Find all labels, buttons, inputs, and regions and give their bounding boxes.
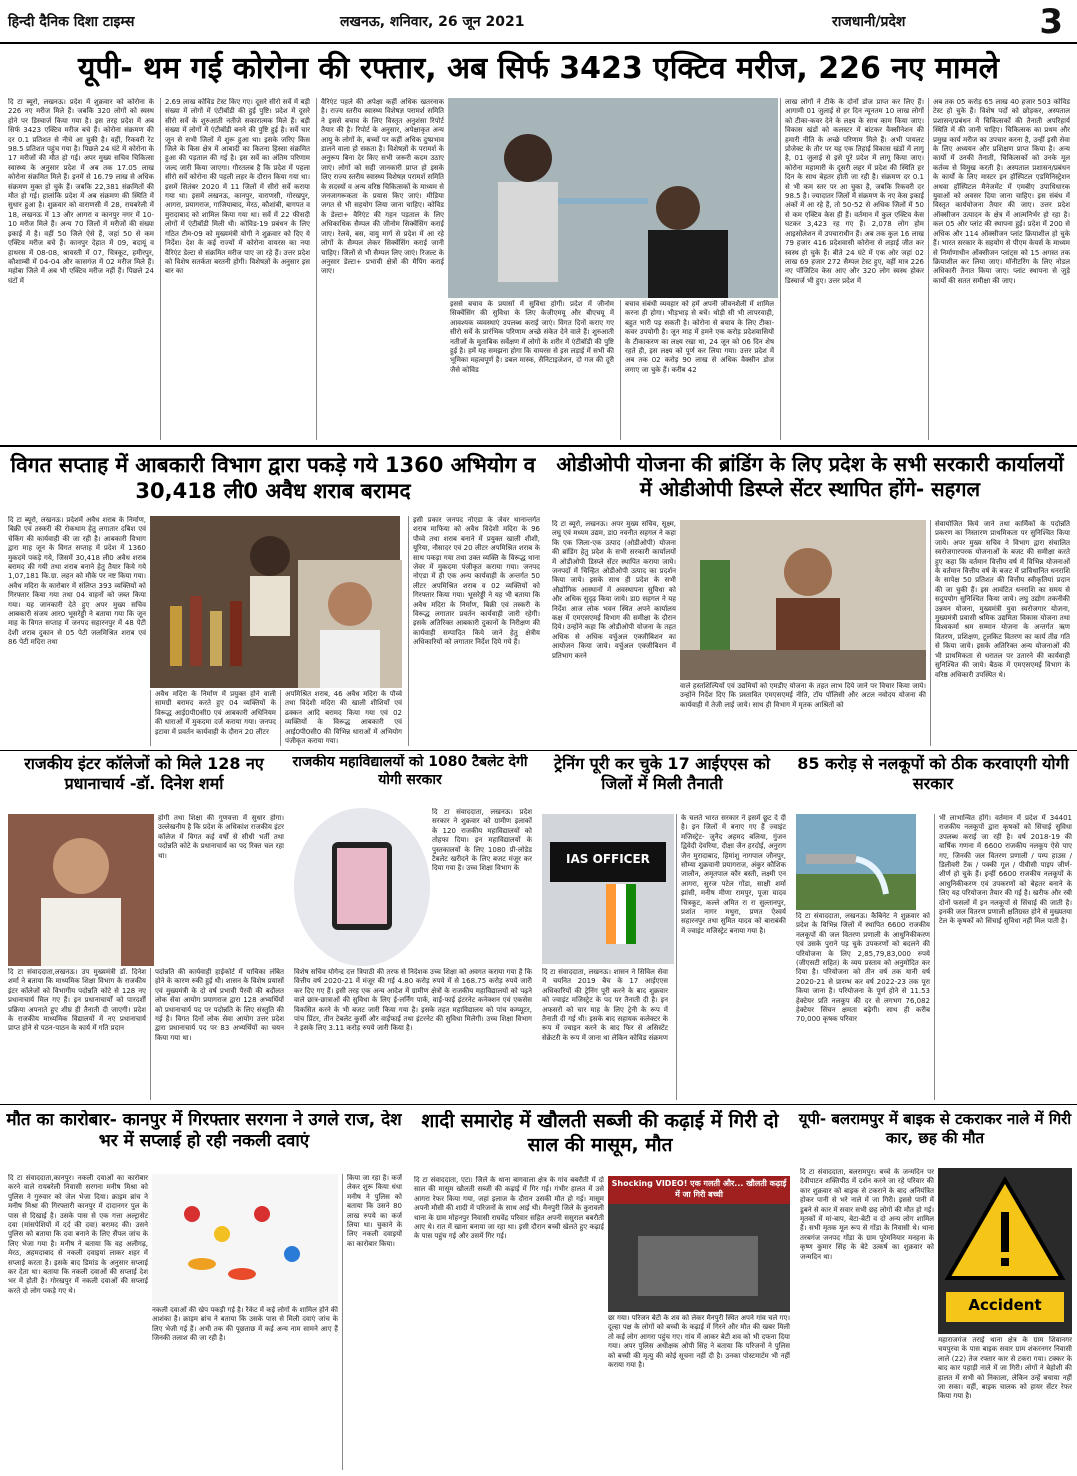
- story3-col3: सेवायोजित किये जाने तथा कार्मिकों के पदोन्नति प्रकरण का निस्तारण प्राथमिकता पर सुनिश्चित किया जाये। अपर मुख्य सचिव ने विभाग द्वारा संचालित स्वरोजगारपरक योजनाओं के बजट की समीक्षा करते हुए कहा कि वर्तमान वित्तीय वर्ष में विभिन्न योजनाओं के वर्तमान वित्तीय वर्ष के बजट में प्राविधानित धनराशि के सापेक्ष 50 प्रतिशत की वित्तीय स्वीकृतियां प्रदान की जा चुकी हैं। इस आवंटित धनराशि का समय से सदुपयोग सुनिश्चित किया जाये। लघु उद्योग तकनीकी उन्नयन योजना, मुख्यमंत्री युवा स्वरोजगार योजना, मुख्यमंत्री प्रवासी श्रमिक उद्यमिता विकास योजना तथा विश्वकर्मा श्रम सम्मान योजना के अन्तर्गत ऋण वितरण, प्रशिक्षण, टूलकिट वितरण का कार्य तीव्र गति से किया जाये। इसके अतिरिक्त अन्य योजनाओं की भी प्राथमिकता से धरातल पर उतारने की कार्यवाही सुनिश्चित की जाये। बैठक में एमएसएमई विभाग के वरिष्ठ अधिकारी उपस्थित थे।: [930, 520, 1070, 746]
- story2-col3: अपमिश्रित शराब, 46 अवैध मदिरा के पौव्वे तथा विदेशी मदिरा की खाली शीशियाँ एवं ढक्कन आदि बरामद किया गया एवं 02 व्यक्तियों के विरूद्ध आबकारी एवं आई0पी0सी0 की विभिन्न धाराओं में अभियोग पंजीकृत कराया गया।: [280, 690, 402, 746]
- story7-col2: भी लाभान्वित होंगे। वर्तमान में प्रदेश में 34401 राजकीय नलकूपों द्वारा कृषकों को सिंचाई सुविधा उपलब्ध कराई जा रही है। वर्ष 2018-19 की वार्षिक गणना में 6600 राजकीय नलकूप ऐसे पाए गए, जिनकी जल वितरण प्रणाली / पम्प हाउस / डिलीवरी टैंक / पक्की गूल / पीवीसी पाइप जीर्ण-शीर्ण हो चुके हैं। इन्हीं 6600 राजकीय नलकूपों के आधुनिकीकरण एवं उपकरणों को बेहतर बनाने के लिए यह परियोजना तैयार की गई है। खरीफ और रबी दोनों फसलों में इन नलकूपों से सिंचाई की जाती है। इनकी जल वितरण प्रणाली क्षतिग्रस्त होने से मुख्यतया टेल के कृषकों को सिंचाई सुविधा नहीं मिल पाती है।: [934, 814, 1072, 1100]
- story1-col5: बचाव संबंधी व्यवहार को हमें अपनी जीवनशैली में शामिल करना ही होगा। भीड़भाड़ से बचें। थोड़ी सी भी लापरवाही, बहुत भारी पड़ सकती है। कोरोना से बचाव के लिए टीका-कवर उपयोगी है। जून माह में हमने एक करोड़ प्रदेशवासियों के टीकाकरण का लक्ष्य रखा था, 24 जून को 06 दिन शेष रहते ही, इस लक्ष्य को पूर्ण कर लिया गया। उत्तर प्रदेश में अब तक 02 करोड़ 90 लाख से अधिक वैक्सीन डोज लगाए जा चुके हैं। करीब 42: [620, 300, 774, 440]
- divider: [0, 750, 1077, 751]
- ias-officer-photo-icon: [542, 814, 674, 964]
- story5-col1: दि टा संवाददाता, लखनऊ। प्रदेश सरकार ने शुक्रवार को ग्रामीण इलाकों के 120 राजकीय महाविद्यालयों को तोहफा दिया। इन महाविद्यालयों के पुस्तकालयों के लिए 1080 प्री-लोडेड टैबलेट खरीदने के लिए बजट मंजूर कर दिया गया है। उच्च शिक्षा विभाग के: [432, 808, 532, 873]
- minister-portrait-icon: [8, 814, 154, 966]
- officer-portrait-icon: [298, 560, 402, 688]
- edition-date: लखनऊ, शनिवार, 26 जून 2021: [340, 14, 525, 30]
- tablet-in-hand-photo-icon: [294, 808, 430, 966]
- story6-headline: ट्रेनिंग पूरी कर चुके 17 आईएएस को जिलों में मिली तैनाती: [554, 754, 770, 793]
- story1-col3: वैरिएंट पहले की अपेक्षा कहीं अधिक खतरनाक है। राज्य स्तरीय स्वास्थ्य विशेषज्ञ परामर्श समिति ने इससे बचाव के लिए विस्तृत अनुशंसा रिपोर्ट तैयार की है। रिपोर्ट के अनुसार, अपेक्षाकृत अन्य आयु के लोगों के, बच्चों पर कहीं अधिक दुष्प्रभाव डालने वाला हो सकता है। विशेषज्ञों के परामर्श के अनुरूप बिना देर किए सभी जरूरी कदम उठाए जाएं। लोगों को सही जानकारी प्राप्त हो इसके लिए राज्य स्तरीय स्वास्थ्य विशेषज्ञ परामर्श समिति के सदस्यों व अन्य वरिष्ठ चिकित्सकों के माध्यम से जनजागरूकता के प्रयास किए जाएं। मीडिया जगत से भी सहयोग लिया जाना चाहिए। कोविड के डेल्टा+ वैरिएंट की गहन पड़ताल के लिए अधिकाधिक सैम्पल की जीनोम सिक्वेंसिंग कराई जाए। रेलवे, बस, वायु मार्ग से प्रदेश में आ रहे लोगों के सैम्पल लेकर सिक्वेंसिंग कराई जानी चाहिए। जिलों से भी सैम्पल लिए जाएं। रिजल्ट के अनुसार डेल्टा+ प्रभावी क्षेत्रों की मैपिंग कराई जाए।: [316, 98, 444, 440]
- story1-col4: इससे बचाव के प्रयासों में सुविधा होगी। प्रदेश में जीनोम सिक्वेंसिंग की सुविधा के लिए केजीएमयू और बीएचयू में आवश्यक व्यवस्थाएं उपलब्ध कराई जाएं। विगत दिनों कराए गए सीरो सर्वे के प्रारंभिक परिणाम अच्छे संकेत देने वाले हैं। शुरुआती नतीजों के मुताबिक सर्वेक्षण में लोगों के शरीर में एंटीबॉडी की पुष्टि हुई है। हमें यह समझना होगा कि वायरस से इस लड़ाई में सभी की भूमिका महत्वपूर्ण है। डबल मास्क, सैनिटाइजेशन, दो गज की दूरी जैसे कोविड: [450, 300, 614, 374]
- accident-label: Accident: [968, 1296, 1042, 1314]
- story4-photo: [8, 814, 154, 966]
- story9-headline: शादी समारोह में खौलती सब्जी की कढ़ाई में गिरी दो साल की मासूम, मौत: [421, 1110, 779, 1156]
- story3-headline: ओडीओपी योजना की ब्रांडिंग के लिए प्रदेश के सभी सरकारी कार्यालयों में ओडीओपी डिस्प्ले सेंटर स्थापित होंगे- सहगल: [556, 452, 1064, 501]
- story2-col4: इसी प्रकार जनपद नोएडा के जेवर थानान्तर्गत शराब माफिया को अवैध विदेशी मदिरा के 96 पौव्वे तथा शराब बनाने में प्रयुक्त खाली शीशी, यूरिया, नौसादर एवं 20 लीटर अपमिश्रित शराब के साथ पकड़ा गया तथा उक्त व्यक्ति के विरूद्ध थाना जेवर में मुकदमा पंजीकृत कराया गया। जनपद नोएडा में ही एक अन्य कार्यवाही के अन्तर्गत 50 लीटर अपमिश्रित शराब व 02 व्यक्तियों को गिरफ्तार किया गया। भूसरेड्डी ने यह भी बताया कि अवैध मदिरा के निर्माण, बिक्री एवं तस्करी के विरूद्ध लगातार प्रवर्तन कार्यवाही जारी रहेगी। इसके अतिरिक्त आबकारी दुकानों के निरीक्षण की कार्यवाही सम्पादित किये जाने हेतु क्षेत्रीय अधिकारियों को लगातार निर्देश दिये गये हैं।: [408, 516, 540, 746]
- paper-name: हिन्दी दैनिक दिशा टाइम्स: [8, 14, 135, 30]
- story8-photo: [152, 1174, 338, 1304]
- story8-col3: किया जा रहा है। कर्जे लेकर शुरू किया धंधा मनीष ने पुलिस को बताया कि उसने 80 लाख रुपये का कर्ज लिया था। चुकाने के लिए नकली दवाइयों का कारोबार किया।: [342, 1174, 402, 1470]
- story10-headline: यूपी- बलरामपुर में बाइक से टकराकर नाले में गिरी कार, छह की मौत: [798, 1110, 1072, 1147]
- video-caption: Shocking VIDEO! एक गलती और... खौलती कढ़ाई में जा गिरी बच्ची: [611, 1179, 787, 1199]
- story8-col2: नकली दवाओं की खेप पकड़ी गई है। रैकेट में कई लोगों के शामिल होने की आशंका है। क्राइम ब्रांच ने बताया कि उसके पास से मिली दवाएं जांच के लिए भेजी गई हैं। अभी तक की पूछताछ में कई अन्य नाम सामने आए हैं जिनकी तलाश की जा रही है।: [152, 1306, 338, 1343]
- story3-col2: वाले हस्तशिल्पियों एवं उद्यमियों को एमडीए योजना के तहत लाभ दिये जाने पर विचार किया जाये। उन्होंने निर्देश दिए कि प्रस्तावित एमएसएमई नीति, टॉय पॉलिसी और अटल नवोदय योजना की कार्यवाही में तेजी लाई जाये। साथ ही विभाग में मृतक आश्रितों को: [680, 682, 926, 709]
- story1-col2: 2.69 लाख कोविड टेस्ट किए गए। दूसरे सीरो सर्वे में बड़ी संख्या में लोगों में एंटीबॉडी की हुई पुष्टि। प्रदेश में दूसरे सीरो सर्वे के शुरुआती नतीजे सकारात्मक मिले हैं। बड़ी संख्या में लोगों में एंटीबॉडी बनने की पुष्टि हुई है। सर्वे चार जून से सभी जिलों में शुरू हुआ था। इसके जरिए किस जिले के किस क्षेत्र में आबादी का कितना हिस्सा संक्रमित हुआ की पड़ताल की गई है। इस सर्वे का अंतिम परिणाम जल्द जारी किया जाएगा। गौरतलब है कि प्रदेश में पहला सीरो सर्वे कोरोना की पहली लहर के दौरान किया गया था। इसमें सितंबर 2020 में 11 जिलों में सीरो सर्वे कराया गया था। इसमें लखनऊ, कानपुर, वाराणसी, गोरखपुर, आगरा, प्रयागराज, गाजियाबाद, मेरठ, कौशांबी, बागपत व मुरादाबाद को शामिल किया गया था। सर्वे में 22 फीसदी लोगों में एंटीबॉडी मिली थी। कोविड-19 प्रबंधन के लिए गठित टीम-09 को मुख्यमंत्री योगी ने शुक्रवार को दिए ये निर्देश। देश के कई राज्यों में कोरोना वायरस का नया वैरिएंट डेल्टा से संक्रमित मरीज पाए जा रहे हैं। उत्तर प्रदेश को विशेष सतर्कता बरतनी होगी। विशेषज्ञों के अनुसार इस बार का: [160, 98, 310, 440]
- story6-col1: दि टा संवाददाता, लखनऊ। शासन ने सिविल सेवा में चयनित 2019 बैच के 17 आईएएस अधिकारियों की ट्रेनिंग पूरी करने के बाद शुक्रवार को ज्वाइंट मजिस्ट्रेट के पद पर तैनाती दी है। इन अफसरों को चार माह के लिए ट्रेनी के रूप में तैनाती दी गई थी। इसके बाद सहायक कलेक्टर के रूप में ज्वाइन करने के बाद फिर से असिस्टेंट सेक्रेटरी के रूप में जाना था लेकिन कोविड संक्रमण: [542, 968, 668, 1042]
- story1-headline: यूपी- थम गई कोरोना की रफ्तार, अब सिर्फ 3423 एक्टिव मरीज, 226 नए मामले: [78, 51, 999, 86]
- story6-col2: के चलते भारत सरकार ने इसमें छूट दे दी है। इन जिलों में बनाए गए हैं ज्वाइंट मजिस्ट्रेट- जुनैद अहमद बलिया, गुंजन द्विवेदी देवरिया, दीक्षा जैन हरदोई, अनुराग जैन मुरादाबाद, हिमांशु नागपाल जौनपुर, सौम्या शुक्रवानी प्रयागराज, अंकुर कौशिक जालौन, अमृतपाल कौर बस्ती, लक्ष्मी एन आगरा, सुरज पटेल गोंडा, साक्षी शर्मा झांसी, मनीष मीणा रामपुर, पूजा यादव चित्रकूट, कल्ले अमित रा रा सुल्तानपुर, प्रशांत नागर मथुरा, प्रणत ऐश्वर्य सहारनपुर तथा सुमित यादव को बाराबंकी में ज्वाइंट मजिस्ट्रेट बनाया गया है।: [676, 814, 786, 1100]
- story3-photo: [680, 520, 926, 680]
- official-at-desk-photo-icon: [680, 520, 926, 680]
- section-name: राजधानी/प्रदेश: [832, 14, 906, 30]
- story4-col3: पदोन्नति की कार्यवाही हाईकोर्ट में याचिका लंबित होने के कारण रुकी हुई थी। शासन के विशेष प्रयासों एवं मुख्यमंत्री के दो वर्ष प्रभावी पैरवी की बदौलत लोक सेवा आयोग प्रयागराज द्वारा 128 अभ्यर्थियों को प्रधानाचार्य पद पर पदोन्नति के लिए संस्तुति की गई है। विगत दिनों लोक सेवा आयोग उत्तर प्रदेश द्वारा प्रधानाचार्य पद पर 83 अभ्यर्थियों का चयन किया गया था।: [150, 968, 284, 1100]
- story2-col2: अवैध मदिरा के निर्माण में प्रयुक्त होने वाली सामग्री बरामद करते हुए 04 व्यक्तियों के विरूद्ध आई0पी0सी0 एवं आबकारी अधिनियम की धाराओं में मुकदमा दर्ज कराया गया। जनपद इटावा में प्रवर्तन कार्यवाही के दौरान 20 लीटर: [150, 690, 276, 746]
- tubewell-photo-icon: [796, 814, 916, 910]
- story10-col2: महाराजगंज तराई थाना क्षेत्र के ग्राम शिवानगर चयपुरवा के पास बाइक सवार ग्राम शंकरनगर निवासी लाले (22) तेज रफ्तार कार से टकरा गया। टक्कर के बाद कार पहाड़ी नाले में जा गिरी। लोगों ने बेहोशी की हालत में सभी को निकाला, लेकिन उन्हें बचाया नहीं जा सका। वहीं, बाइक चालक को हायर सेंटर रेफर किया गया है।: [938, 1336, 1072, 1401]
- story1-col7: अब तक 05 करोड़ 65 लाख 40 हजार 503 कोविड टेस्ट हो चुके हैं। विशेष पदों को छोड़कर, अस्पताल प्रशासन/प्रबंधन में चिकित्सकों की तैनाती अपरिहार्य स्थिति में की जानी चाहिए। चिकित्सक का प्रथम और प्रमुख कार्य मरीज का उपचार करना है, उन्हीं इसी सेवा के लिए अध्ययन और प्रशिक्षण प्राप्त किया है। अन्य कार्यों में उनकी तैनाती, चिकित्सकों को उनके मूल कर्तव्य से विमुख करती है। अस्पताल प्रशासन/प्रबंधन के कार्यों के लिए मास्टर इन हॉस्पिटल एडमिनिस्ट्रेशन अथवा हॉस्पिटल मैनेजमेंट में एमबीए उपाधिधारक युवाओं को अवसर दिया जाना चाहिए। इस संबंध में विस्तृत कार्ययोजना तैयार की जाए। उत्तर प्रदेश ऑक्सीजन उत्पादन के क्षेत्र में आत्मनिर्भर हो रहा है। कल 05 और प्लांट की स्थापना हुई। प्रदेश में 200 से अधिक और 114 ऑक्सीजन प्लांट क्रियाशील हो चुके हैं। भारत सरकार के सहयोग से पीएम केयर्स के माध्यम से निर्माणाधीन ऑक्सीजन प्लांट्स को 15 अगस्त तक क्रियाशील कर लिया जाए। मॉनीटरिंग के लिए नोडल अधिकारी तैनात किया जाए। प्लांट स्थापना से जुड़े कार्यों की सतत समीक्षा की जाए।: [928, 98, 1070, 440]
- story2-headline: विगत सप्ताह में आबकारी विभाग द्वारा पकड़े गये 1360 अभियोग व 30,418 ली0 अवैध शराब बरामद: [10, 453, 536, 504]
- story1-col1: दि टा ब्यूरो, लखनऊ। प्रदेश में शुक्रवार को कोरोना के 226 नए मरीज मिले हैं। जबकि 320 लोगों को स्वस्थ होने पर डिस्चार्ज किया गया है। इस तरह प्रदेश में अब सिर्फ 3423 एक्टिव मरीज बचे हैं। कोरोना संक्रमण की दर 0.1 प्रतिशत से नीचे आ चुकी है। वहीं, रिकवरी रेट 98.5 प्रतिशत पहुंच गया है। पिछले 24 घंटे में कोरोना के 17 मरीजों की मौत हो गई। अपर मुख्य सचिव चिकित्सा स्वास्थ्य के अनुसार प्रदेश में अब तक 17.05 लाख कोरोना संक्रमित मिले हैं। इनमें से 16.79 लाख से अधिक संक्रमण मुक्त हो चुके हैं। जबकि 22,381 संक्रमितों की मौत हो गई। हालांकि प्रदेश में अब संक्रमण की स्थिति में सुधार हुआ है। शुक्रवार को वाराणसी में 28, रायबरेली में 18, लखनऊ में 13 और आगरा व कानपुर नगर में 10-10 मरीज मिले हैं। अन्य 70 जिलों में मरीजों की संख्या इकाई में है। वहीं 50 जिले ऐसे हैं, जहां 50 से कम एक्टिव मरीज बचे हैं। कानपुर देहात में 09, बदायूं व हाथरस में 08-08, श्रावस्ती में 07, चित्रकूट, हमीरपुर, कौशाम्बी में 04-04 और कासगंज में 02 मरीज मिले हैं। महोबा जिले में अब भी एक्टिव मरीज नहीं हैं। पिछले 24 घंटों में: [8, 98, 154, 285]
- story7-headline: 85 करोड़ से नलकूपों को ठीक करवाएगी योगी सरकार: [797, 754, 1069, 793]
- story7-col1: दि टा संवाददाता, लखनऊ। कैबिनेट ने शुक्रवार को प्रदेश के विभिन्न जिलों में स्थापित 6600 राजकीय नलकूपों की जल वितरण प्रणाली के आधुनिकीकरण एवं उसके पुराने पड़ चुके उपकरणों को बदलने की परियोजना के लिए 2,85,79,83,000 रुपये (जीएसटी सहित) के व्यय प्रस्ताव को अनुमोदित कर दिया है। परियोजना को तीन वर्ष तक यानी वर्ष 2020-21 से प्रारम्भ कर वर्ष 2022-23 तक पूरा किया जाना है। परियोजना के पूर्ण होने से 11.53 हेक्टेयर प्रति नलकूप की दर से लगभग 76,082 हेक्टेयर सिंचन क्षमता बढ़ेगी। साथ ही करीब 70,000 कृषक परिवार: [796, 912, 930, 1024]
- story9-col2: छा गया। परिजन बेटी के शव को लेकर मैनपुरी स्थित अपने गांव चले गए। दूल्हा पक्ष के लोगों को बच्ची के कढ़ाई में गिरने और मौत की खबर मिली तो कई लोग आगरा पहुंच गए। गांव में आकर बेटी शव को भी दफना दिया गया। अपर पुलिस अधीक्षक ओपी सिंह ने बताया कि परिजनों ने पुलिस को बच्ची की मृत्यु की कोई सूचना नहीं दी है। उनका पोस्टमार्टम भी नहीं कराया गया है।: [608, 1314, 790, 1370]
- divider: [0, 1104, 1077, 1105]
- story2-col1: दि टा ब्यूरो, लखनऊ। प्रदेशमें अवैध शराब के निर्माण, बिक्री एवं तस्करी की रोकथाम हेतु लगातार दबिश एवं चेकिंग की कार्यवाही की जा रही है। आबकारी विभाग द्वारा माह जून के विगत सप्ताह में प्रदेश में 1360 मुकदमे पकड़े गये, जिसमें 30,418 ली0 अवैध शराब बरामद की गयी तथा शराब बनाने हेतु तैयार किये गये 1,07,181 कि.ग्रा. लहन को मौके पर नष्ट किया गया। अवैध मदिरा के कारोबार में संलिप्त 393 व्यक्तियों को गिरफ्तार किया गया तथा 04 वाहनों को जब्त किया गया। यह जानकारी देते हुए अपर मुख्य सचिव आबकारी संजय आर0 भूसरेड्डी ने बताया गया कि जून माह के विगत सप्ताह में जनपद सहारनपुर में 48 पेटी देशी शराब दुकान से 05 पेटी जलमिश्रित शराब एवं 86 पेटी मदिरा तथा: [8, 516, 146, 647]
- story10-col1: दि टा संवाददाता, बलरामपुर। बच्चे के जन्मदिन पर देवीपाटन शक्तिपीठ में दर्शन करने जा रहे परिवार की कार शुक्रवार को बाइक से टकराने के बाद अनियंत्रित होकर पानी से भरे नाले में जा गिरी। इससे पानी में डूबने से कार में सवार सभी छह लोगों की मौत हो गई। मृतकों में मां-बाप, बेटा-बेटी व दो अन्य लोग शामिल हैं। सभी मृतक मूल रूप से गोंडा के निवासी थे। थाना तरबगंज जनपद गोंडा के ग्राम पूरेमनियार मनहना के कृष्ण कुमार सिंह के बेटे उत्कर्ष का शुक्रवार को जन्मदिन था।: [800, 1168, 934, 1261]
- story4-col2: दि टा संवाददाता,लखनऊ। उप मुख्यमंत्री डॉ. दिनेश शर्मा ने बताया कि माध्यमिक शिक्षा विभाग के राजकीय इंटर कॉलेजों को विभागीय पदोन्नति कोटे से 128 नए प्रधानाचार्य मिल गए हैं। इन प्रधानाचार्यों को पारदर्शी प्रक्रिया अपनाते हुए शीघ्र ही तैनाती दी जाएगी। प्रदेश के राजकीय माध्यमिक विद्यालयों में नए प्रधानाचार्य प्राप्त होने से पठन-पाठन के कार्य में गति प्रदान: [8, 968, 146, 1033]
- story1-col6: लाख लोगों ने टीके के दोनों डोज प्राप्त कर लिए हैं। आगामी 01 जुलाई से हर दिन न्यूनतम 10 लाख लोगों को टीका-कवर देने के लक्ष्य के साथ काम किया जाए। विकास खंडों को कलस्टर में बांटकर वैक्सीनेशन की हमारी नीति के अच्छे परिणाम मिले हैं। अभी पायलट प्रोजेक्ट के तौर पर यह एक तिहाई विकास खंडों में लागू है, 01 जुलाई से इसे पूरे प्रदेश में लागू किया जाए। कोरोना महामारी के दूसरी लहर में प्रदेश की स्थिति हर दिन के साथ बेहतर होती जा रही है। संक्रमण दर 0.1 से भी कम स्तर पर आ चुका है, जबकि रिकवरी दर 98.5 है। ज्यादातर जिलों में संक्रमण के नए केस इकाई अंकों में आ रहे हैं, तो 50-52 से अधिक जिलों में 50 से कम एक्टिव केस ही हैं। वर्तमान में कुल एक्टिव केस घटकर 3,423 रह गए हैं। 2,078 लोग होम आइसोलेशन में उपचाराधीन हैं। अब तक कुल 16 लाख 79 हजार 416 प्रदेशवासी कोरोना से लड़ाई जीत कर स्वस्थ हो चुके हैं। बीते 24 घंटे में एक ओर जहां 02 लाख 69 हजार 272 सैम्पल टेस्ट हुए, वहीं मात्र 226 नए पॉजिटिव केस आए और 320 लोग स्वस्थ होकर डिस्चार्ज भी हुए। उत्तर प्रदेश में: [780, 98, 924, 440]
- story2-officer-photo: [298, 560, 402, 688]
- ias-officer-label: IAS OFFICER: [566, 852, 650, 866]
- story10-photo: [938, 1168, 1072, 1334]
- story4-col1: होगी तथा शिक्षा की गुणवत्ता में सुधार होगा। उल्लेखनीय है कि प्रदेश के अधिकांश राजकीय इंटर कॉलेज में विगत कई वर्षों से सीधी भर्ती तथा पदोन्नति कोटे के प्रधानाचार्य का पद रिक्त चल रहा था।: [158, 814, 284, 860]
- masthead: [0, 0, 1077, 44]
- story4-headline: राजकीय इंटर कॉलेजों को मिले 128 नए प्रधानाचार्य -डॉ. दिनेश शर्मा: [24, 754, 264, 793]
- story3-col1: दि टा ब्यूरो, लखनऊ। अपर मुख्य सचिव, सूक्ष्म, लघु एवं मध्यम उद्यम, डा0 नवनीत सहगल ने कहा कि एक जिला-एक उत्पाद (ओडीओपी) योजना की ब्रांडिंग हेतु प्रदेश के सभी सरकारी कार्यालयों में ओडीओपी डिस्प्ले सेंटर स्थापित कराया जाये। जनपदों में चिन्हित ओडीओपी उत्पाद का प्रदर्शन किया जाये। इसके साथ ही प्रदेश के सभी औद्योगिक आस्थानों में अवस्थापना सुविधा को और अधिक सुदृढ़ किया जाये। डा0 सहगल ने यह निर्देश आज लोक भवन स्थित अपने कार्यालय कक्ष में एमएसएमई विभाग की समीक्षा के दौरान दिये। उन्होंने कहा कि ओडीओपी योजना के तहत अधिक से अधिक वर्चुअल एक्जीबिशन का आयोजन किया जाये। वर्चुअल एक्जीबिशन में प्रतिभाग करने: [552, 520, 676, 660]
- story9-col1: दि टा संवाददाता, एटा। जिले के थाना बागवाला क्षेत्र के गांव बबरौती में दो साल की मासूम खौलती सब्जी की कढ़ाई में गिर गई। गंभीर हालत में उसे आगरा रेफर किया गया, जहां इलाज के दौरान उसकी मौत हो गई। मासूम अपनी मौसी की शादी में परिजनों के साथ आई थी। मैनपुरी जिले के कुरावली थाना के ग्राम मोहनपुर निवासी राघवेंद्र परिवार सहित अपनी ससुराल बबरौती आए थे। रात में खाना बनाया जा रहा था। इसी दौरान बच्ची खेलते हुए कढ़ाई के पास पहुंच गई और उसमें गिर गई।: [414, 1176, 604, 1241]
- story8-headline: मौत का कारोबार- कानपुर में गिरफ्तार सरगना ने उगले राज, देश भर में सप्लाई हो रही नकली दवाएं: [6, 1110, 402, 1152]
- pills-photo-icon: [152, 1174, 338, 1304]
- story5-col2: विशेष सचिव योगेन्द्र दत्त त्रिपाठी की तरफ से निदेशक उच्च शिक्षा को अवगत कराया गया है कि वित्तीय वर्ष 2020-21 में मंजूर की गई 4.80 करोड़ रुपये में से 168.75 करोड़ रुपये जारी कर दिए गए हैं। इसी तरह एक अन्य आदेश में ग्रामीण क्षेत्रों के राजकीय महाविद्यालयों को पढ़ने वाले छात्र-छात्राओं की सुविधा के लिए ई-लर्निंग पार्क, वाई-फाई इंटरनेट कनेक्शन एवं एकसेस विकसित करने के भी बजट जारी किया गया है। इसके तहत महाविद्यालय को पांच कम्प्यूटर, पांच प्रिंटर, तीन टेबलेट कुर्सी और वाईफाई तथा इंटरनेट की सुविधा मिलेगी। उच्च शिक्षा विभाग ने इसके लिए 3.11 करोड़ रुपये जारी किया है।: [294, 968, 532, 1033]
- divider: [0, 445, 1077, 447]
- story7-photo: [796, 814, 916, 910]
- covid-test-photo-icon: [448, 98, 778, 298]
- story6-photo: [542, 814, 674, 964]
- story8-col1: दि टा संवाददाता,कानपुर। नकली दवाओं का कारोबार करने वाले रायबरेली निवासी सरगना मनीष मिश्रा को पुलिस ने गुरुवार को जेल भेजा दिया। क्राइम ब्रांच ने मनीष मिश्रा की गिरफ्तारी कानपुर में दादानगर पुल के पास से दिखाई है। उसके पास से एक गत्ता अल्ट्रासेट दवा (मांसपेशियों में दर्द की दवा) बरामद की। उसने पुलिस को बताया कि दवा बनाने के लिए सैंपल जांच के लिए भेजा गया है। मनीष ने बताया कि वह अलीगढ़, मेरठ, अहमदाबाद से नकली दवाइयां लाकर शहर में सप्लाई करता है। इसके बाद डिमांड के अनुसार सप्लाई कर देता था। बताया कि नकली दवाओं की सप्लाई देश भर में होती है। गोरखपुर में नकली दवाओं की सप्लाई करते दो लोग पकड़े गए थे।: [8, 1174, 148, 1295]
- story1-photo: [448, 98, 778, 298]
- story9-photo: [608, 1176, 790, 1312]
- story5-headline: राजकीय महाविद्यालयों को 1080 टैबलेट देगी योगी सरकार: [292, 754, 528, 788]
- story5-photo: [294, 808, 430, 966]
- page-number: 3: [1039, 2, 1063, 42]
